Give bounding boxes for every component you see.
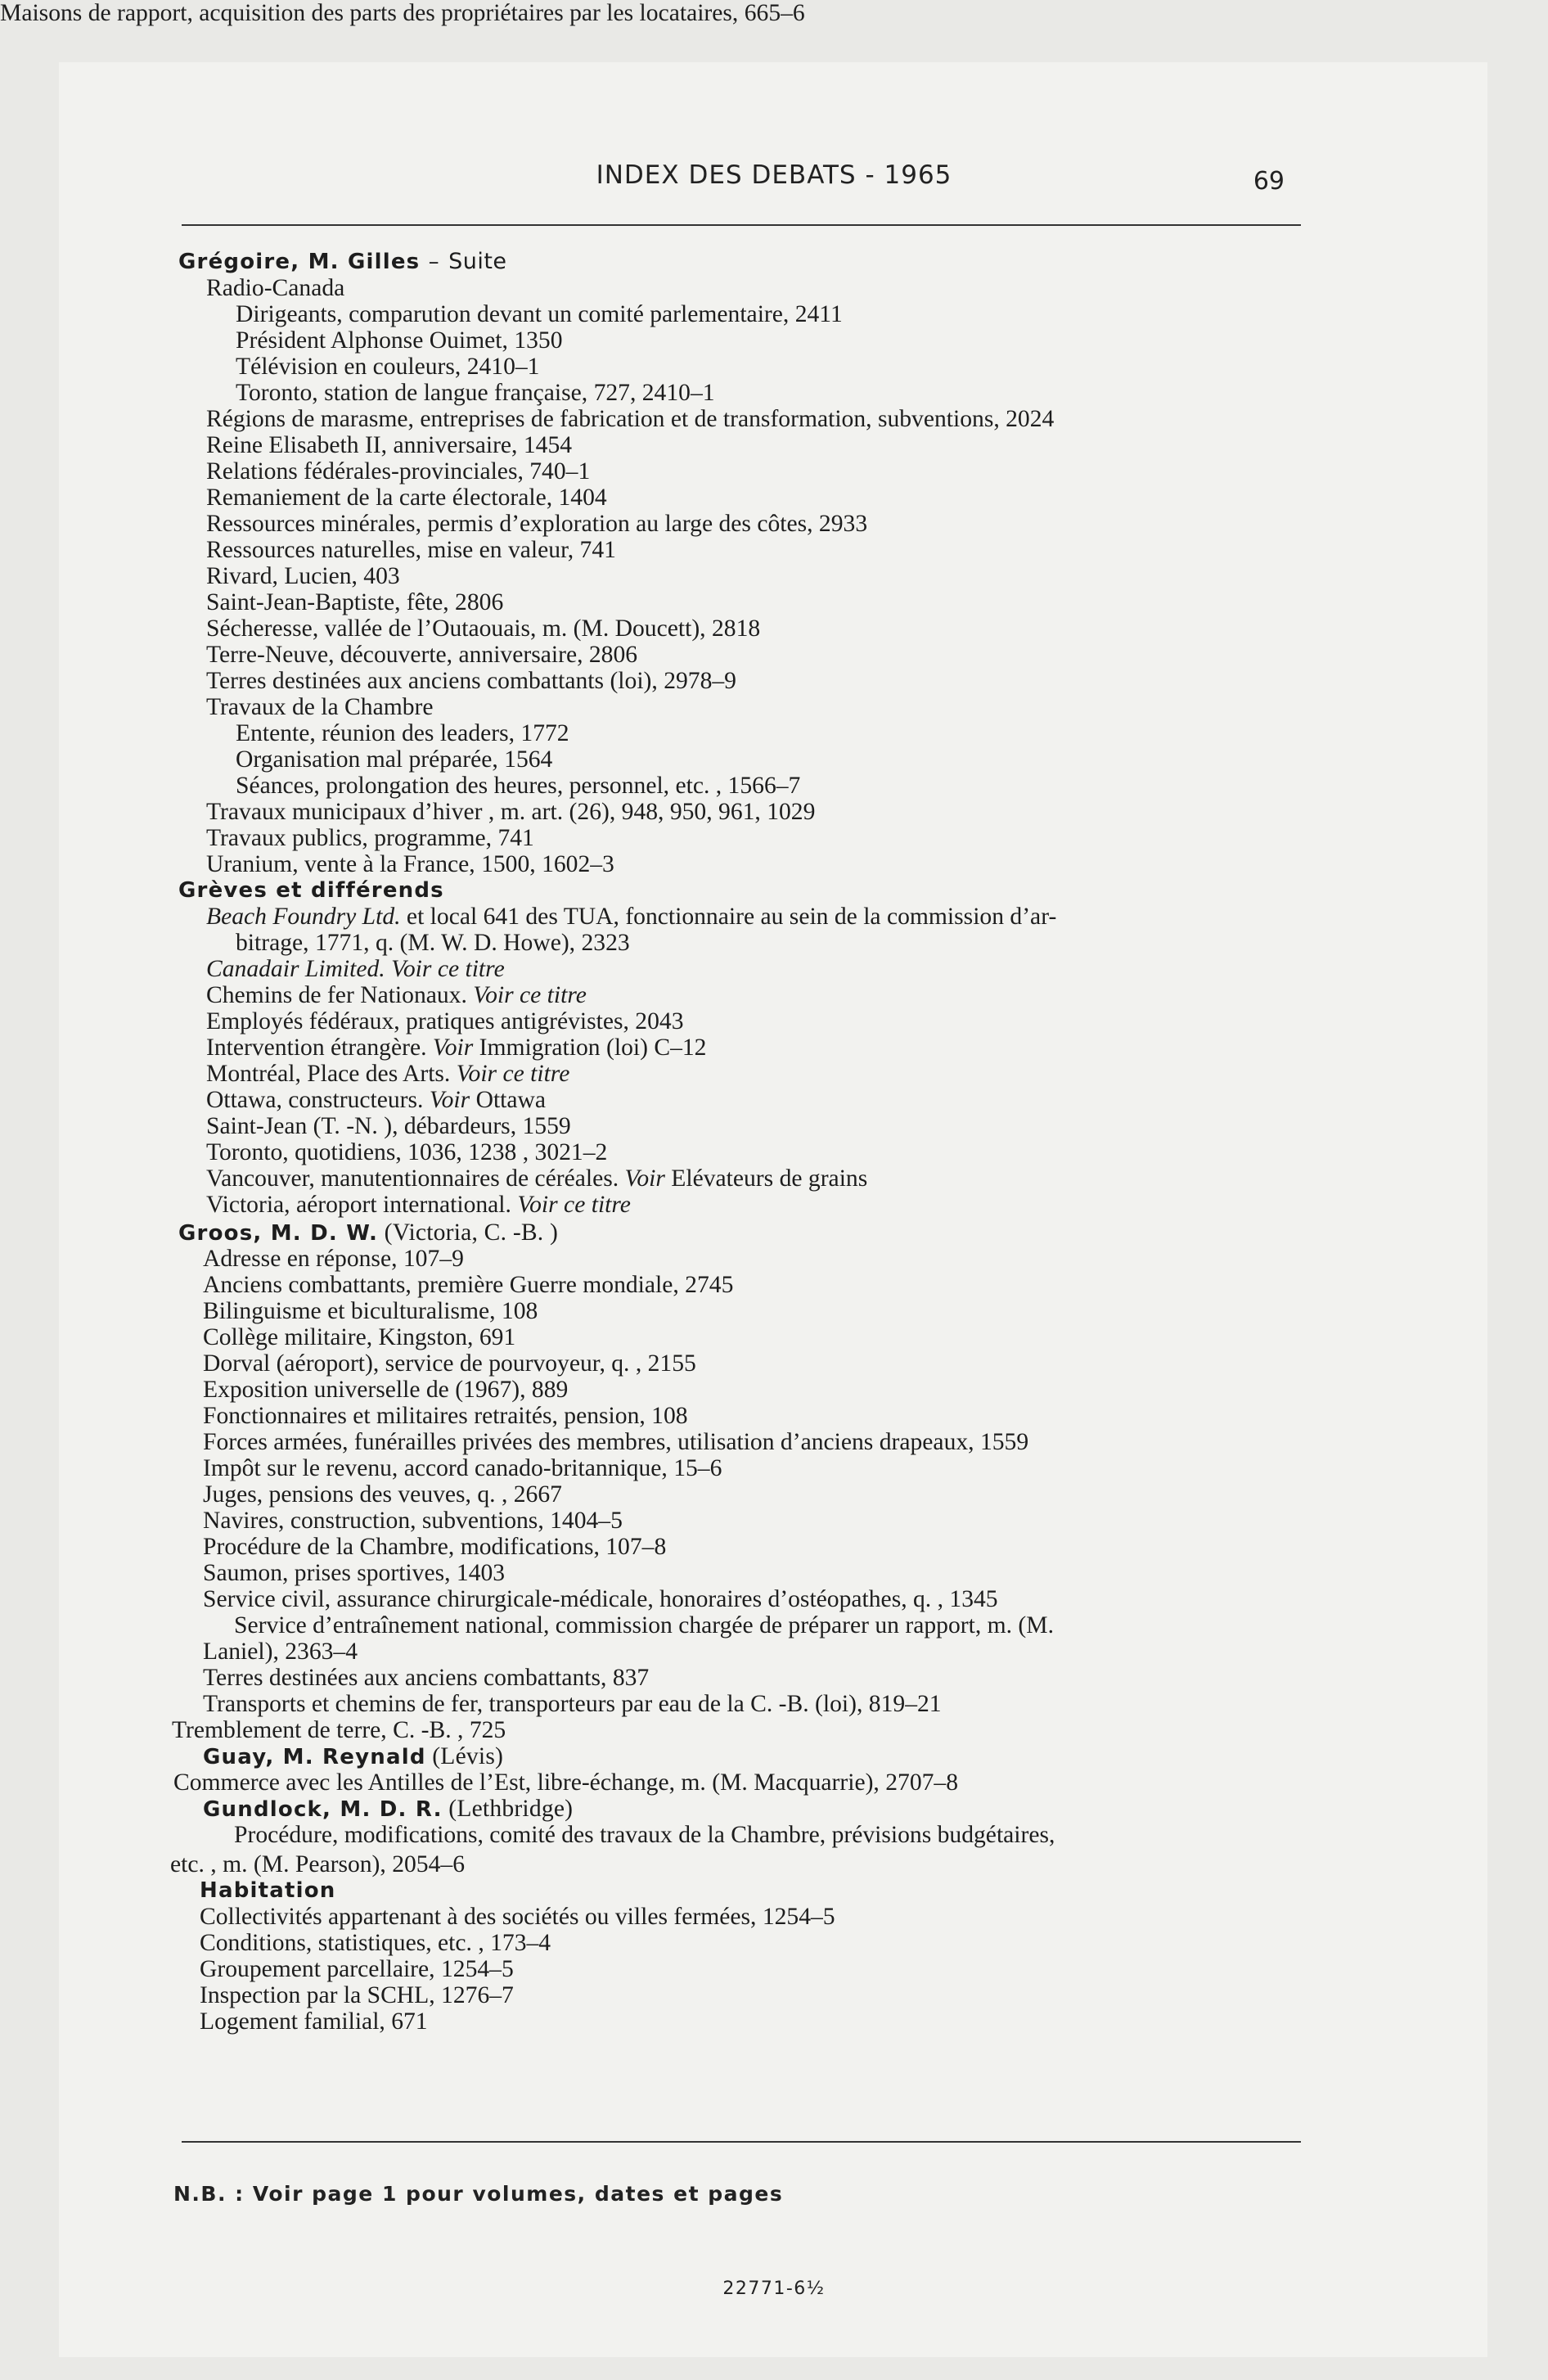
index-entry: Dirigeants, comparution devant un comité parlementaire, 2411 [236,301,843,327]
footer-rule [182,2141,1301,2143]
index-entry: Service civil, assurance chirurgicale-médicale, honoraires d’ostéopathes, q. , 1345 [203,1586,998,1612]
index-entry: Service d’entraînement national, commission chargée de préparer un rapport, m. (M. [234,1612,1054,1639]
index-entry: Travaux municipaux d’hiver , m. art. (26), 948, 950, 961, 1029 [206,799,816,825]
index-entry: Séances, prolongation des heures, personnel, etc. , 1566–7 [236,773,801,799]
index-entry: Terres destinées aux anciens combattants, 837 [203,1665,650,1691]
index-entry: Relations fédérales-provinciales, 740–1 [206,458,591,485]
index-entry: Dorval (aéroport), service de pourvoyeur, q. , 2155 [203,1350,696,1377]
index-entry: Conditions, statistiques, etc. , 173–4 [200,1930,551,1956]
index-entry: Toronto, quotidiens, 1036, 1238 , 3021–2 [206,1139,608,1165]
index-heading: Guay, M. Reynald (Lévis) [203,1743,504,1769]
index-entry: Saumon, prises sportives, 1403 [203,1560,506,1586]
printer-code: 22771-6½ [722,2279,826,2299]
index-entry: Terres destinées aux anciens combattants (loi), 2978–9 [206,668,736,694]
index-entry: Bilinguisme et biculturalisme, 108 [203,1298,538,1324]
index-entry: etc. , m. (M. Pearson), 2054–6 [170,1851,465,1877]
index-entry: Fonctionnaires et militaires retraités, pension, 108 [203,1403,688,1429]
index-heading: Gundlock, M. D. R. (Lethbridge) [203,1796,574,1822]
index-entry: Ressources minérales, permis d’exploration au large des côtes, 2933 [206,511,868,537]
index-entry: Collectivités appartenant à des sociétés ou villes fermées, 1254–5 [200,1904,835,1930]
index-entry: Toronto, station de langue française, 727, 2410–1 [236,380,715,406]
index-entry: Travaux de la Chambre [206,694,434,720]
index-entry: Organisation mal préparée, 1564 [236,746,553,773]
index-heading: Habitation [200,1878,336,1903]
index-entry: Laniel), 2363–4 [203,1639,358,1665]
index-entry: Maisons de rapport, acquisition des parts des propriétaires par les locataires, 665–6 [0,0,805,26]
index-entry: Ottawa, constructeurs. Voir Ottawa [206,1087,547,1113]
index-entry: Intervention étrangère. Voir Immigration (loi) C–12 [206,1034,707,1061]
index-entry: Tremblement de terre, C. -B. , 725 [172,1717,506,1743]
index-entry: Beach Foundry Ltd. et local 641 des TUA, fonctionnaire au sein de la commission d’ar- [206,904,1057,930]
index-entry: Vancouver, manutentionnaires de céréales. Voir Elévateurs de grains [206,1165,868,1192]
index-entry: Reine Elisabeth II, anniversaire, 1454 [206,432,573,458]
index-heading: Groos, M. D. W. (Victoria, C. -B. ) [178,1219,559,1246]
index-entry: Chemins de fer Nationaux. Voir ce titre [206,982,587,1008]
index-entry: Canadair Limited. Voir ce titre [206,956,505,982]
index-entry: Employés fédéraux, pratiques antigrévistes, 2043 [206,1008,684,1034]
index-entry: Entente, réunion des leaders, 1772 [236,720,569,746]
index-entry: Sécheresse, vallée de l’Outaouais, m. (M. Doucett), 2818 [206,615,761,642]
index-entry: Régions de marasme, entreprises de fabrication et de transformation, subventions, 2024 [206,406,1055,432]
index-entry: Victoria, aéroport international. Voir ce titre [206,1192,631,1218]
index-entry: Inspection par la SCHL, 1276–7 [200,1982,514,2008]
index-entry: Procédure, modifications, comité des travaux de la Chambre, prévisions budgétaires, [234,1822,1055,1848]
index-entry: Forces armées, funérailles privées des membres, utilisation d’anciens drapeaux, 1559 [203,1429,1029,1455]
index-entry: Saint-Jean (T. -N. ), débardeurs, 1559 [206,1113,571,1139]
index-entry: Anciens combattants, première Guerre mondiale, 2745 [203,1272,734,1298]
index-entry: Juges, pensions des veuves, q. , 2667 [203,1481,562,1508]
index-entry: Ressources naturelles, mise en valeur, 741 [206,537,616,563]
index-entry: bitrage, 1771, q. (M. W. D. Howe), 2323 [236,930,630,956]
index-entry: Exposition universelle de (1967), 889 [203,1377,569,1403]
index-entry: Saint-Jean-Baptiste, fête, 2806 [206,589,504,615]
index-heading: Grégoire, M. Gilles – Suite [178,249,507,274]
index-entry: Montréal, Place des Arts. Voir ce titre [206,1061,570,1087]
index-entry: Impôt sur le revenu, accord canado-britannique, 15–6 [203,1455,722,1481]
index-entry: Collège militaire, Kingston, 691 [203,1324,516,1350]
running-title: INDEX DES DEBATS - 1965 [596,160,952,190]
page-number: 69 [1253,167,1285,196]
index-entry: Procédure de la Chambre, modifications, 107–8 [203,1534,667,1560]
index-entry: Remaniement de la carte électorale, 1404 [206,485,607,511]
index-entry: Travaux publics, programme, 741 [206,825,534,851]
index-entry: Télévision en couleurs, 2410–1 [236,354,540,380]
index-entry: Groupement parcellaire, 1254–5 [200,1956,514,1982]
index-entry: Commerce avec les Antilles de l’Est, libre-échange, m. (M. Macquarrie), 2707–8 [173,1769,959,1796]
index-entry: Terre-Neuve, découverte, anniversaire, 2806 [206,642,638,668]
index-entry: Uranium, vente à la France, 1500, 1602–3 [206,851,614,877]
index-entry: Radio-Canada [206,275,345,301]
index-entry: Logement familial, 671 [200,2008,428,2035]
index-entry: Rivard, Lucien, 403 [206,563,400,589]
index-entry: Adresse en réponse, 107–9 [203,1246,464,1272]
index-entry: Transports et chemins de fer, transporteurs par eau de la C. -B. (loi), 819–21 [203,1691,942,1717]
index-entry: Navires, construction, subventions, 1404–5 [203,1508,623,1534]
index-heading: Grèves et différends [178,878,444,903]
index-entry: Président Alphonse Ouimet, 1350 [236,327,563,354]
footnote: N.B. : Voir page 1 pour volumes, dates et pages [173,2182,784,2206]
